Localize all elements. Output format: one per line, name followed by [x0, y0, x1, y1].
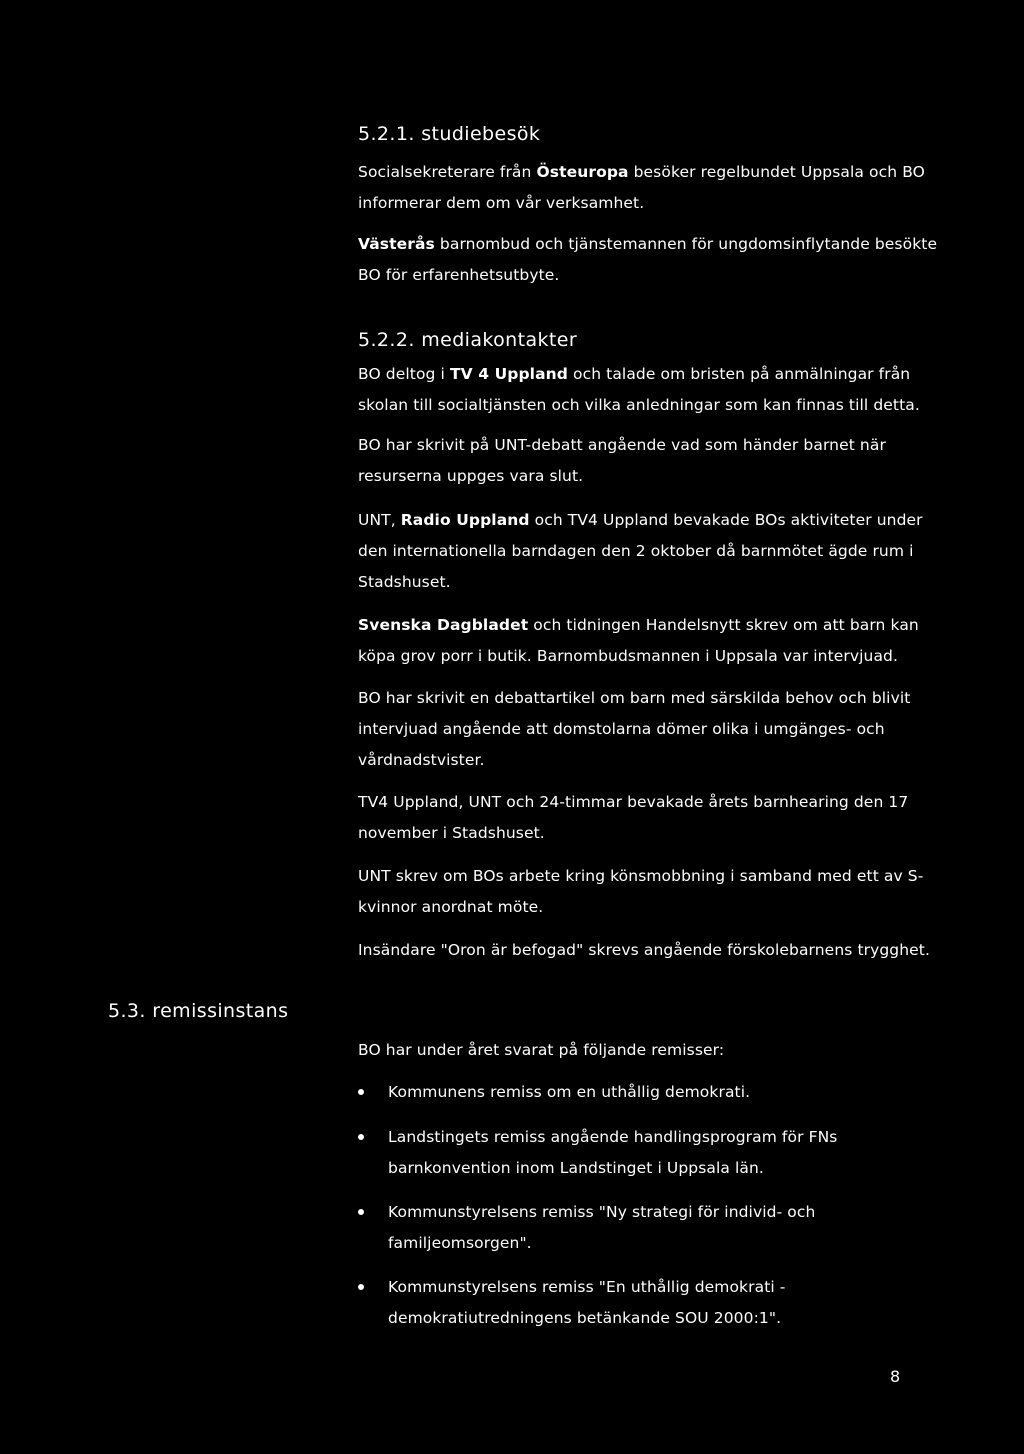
paragraph	[358, 229, 937, 291]
paragraph	[358, 610, 919, 672]
text: besöker regelbundet Uppsala och BO informerar dem om vår verksamhet.	[358, 163, 925, 212]
section-heading-remissinstans: 5.3. remissinstans	[108, 1000, 289, 1022]
bullet-icon	[358, 1089, 364, 1095]
text: Socialsekreterare från	[358, 163, 537, 181]
paragraph	[358, 505, 923, 598]
text: UNT,	[358, 511, 401, 529]
text: och TV4 Uppland bevakade BOs aktiviteter under den internationella barndagen den 2 oktober då barnmötet ägde rum i Stadshuset.	[358, 511, 923, 591]
text: och talade om bristen på anmälningar från skolan till socialtjänsten och vilka anledningar som kan finnas till detta.	[358, 365, 920, 414]
paragraph: BO har skrivit en debattartikel om barn med särskilda behov och blivit intervjuad angående att domstolarna dömer olika i umgänges- och vårdnadstvister.	[358, 689, 911, 769]
bullet-icon	[358, 1284, 364, 1290]
list-item: Landstingets remiss angående handlingsprogram för FNs barnkonvention inom Landstinget i Uppsala län.	[388, 1128, 838, 1177]
paragraph: UNT skrev om BOs arbete kring könsmobbning i samband med ett av S- kvinnor anordnat möte.	[358, 867, 924, 916]
bold-text: Östeuropa	[536, 163, 629, 181]
bold-text: TV 4 Uppland	[449, 365, 568, 383]
section-heading-studiebesok: 5.2.1. studiebesök	[358, 123, 541, 145]
text: BO deltog i	[358, 365, 450, 383]
paragraph: TV4 Uppland, UNT och 24-timmar bevakade årets barnhearing den 17 november i Stadshuset.	[358, 793, 909, 842]
bullet-icon	[358, 1209, 364, 1215]
bullet-icon	[358, 1134, 364, 1140]
paragraph: BO har under året svarat på följande remisser:	[358, 1041, 725, 1059]
text: och tidningen Handelsnytt skrev om att barn kan köpa grov porr i butik. Barnombudsmannen i Uppsala var intervjuad.	[358, 616, 919, 665]
bold-text: Svenska Dagbladet	[358, 616, 529, 634]
page-number: 8	[890, 1367, 901, 1386]
bold-text: Radio Uppland	[400, 511, 530, 529]
text: barnombud och tjänstemannen för ungdomsinflytande besökte BO för erfarenhetsutbyte.	[358, 235, 938, 284]
paragraph: BO har skrivit på UNT-debatt angående vad som händer barnet när resurserna uppges vara slut.	[358, 436, 886, 485]
bold-text: Västerås	[358, 235, 435, 253]
list-item: Kommunstyrelsens remiss "Ny strategi för individ- och familjeomsorgen".	[388, 1203, 816, 1252]
paragraph	[358, 157, 925, 219]
section-heading-mediakontakter: 5.2.2. mediakontakter	[358, 329, 578, 351]
list-item: Kommunens remiss om en uthållig demokrati.	[388, 1083, 751, 1101]
paragraph	[358, 359, 920, 421]
paragraph: Insändare "Oron är befogad" skrevs angående förskolebarnens trygghet.	[358, 941, 931, 959]
list-item: Kommunstyrelsens remiss "En uthållig demokrati - demokratiutredningens betänkande SOU 2000:1".	[388, 1278, 786, 1327]
